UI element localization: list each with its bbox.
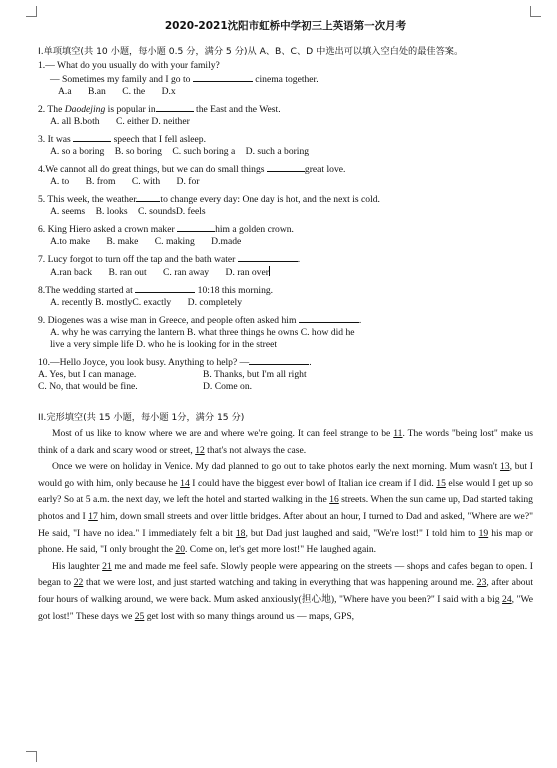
option[interactable]: A. so a boring <box>50 146 105 157</box>
cloze-paragraph-3 <box>38 559 533 625</box>
corner-mark <box>26 6 37 17</box>
option[interactable]: D. completely <box>187 297 242 308</box>
question-stem: 9. Diogenes was a wise man in Greece, and people often asked him . <box>38 315 362 326</box>
cloze-text: streets. When the sun came up, Dad started taking photos and I <box>38 494 533 522</box>
cloze-text: His laughter <box>52 560 103 572</box>
cloze-blank[interactable]: 15 <box>436 477 446 489</box>
cloze-text: , but Dad just laughed and said, "We're lost!" I told him to <box>245 527 479 539</box>
option[interactable]: D. Come on. <box>203 381 253 392</box>
cloze-text: his map or phone. He said, "I only brought the <box>38 527 533 556</box>
question-4 <box>38 162 533 188</box>
cloze-paragraph-2 <box>38 459 533 559</box>
cloze-blank[interactable]: 16 <box>329 494 339 506</box>
option[interactable]: C. the <box>122 86 146 97</box>
option[interactable]: B.an <box>88 86 106 97</box>
cloze-text: . The words "being lost" make us think of a dark and scary wood or street, <box>38 428 534 456</box>
cloze-text: me and made me feel safe. Slowly people were appearing on the streets — shops and cafes began to open. I began to <box>38 560 533 589</box>
question-7 <box>38 252 533 279</box>
option[interactable]: B. from <box>85 176 116 187</box>
question-options <box>38 369 533 393</box>
question-stem: 4.We cannot all do great things, but we can do small things great love. <box>38 164 346 175</box>
cloze-text: , but I would go with him, only because he <box>38 461 533 489</box>
question-options <box>38 266 533 279</box>
question-3 <box>38 132 533 158</box>
option[interactable]: A. seems <box>50 206 86 217</box>
cloze-text: I could have the biggest ever bowl of Italian ice cream if I did. <box>189 477 437 489</box>
question-options <box>38 86 533 98</box>
question-stem: 2. The Daodejing is popular in the East and the West. <box>38 104 281 115</box>
option[interactable]: C. ran away <box>163 267 210 278</box>
option[interactable]: C. with <box>131 176 161 187</box>
cloze-text: that's not always the case. <box>204 444 307 456</box>
cloze-text: Once we were on holiday in Venice. My dad planned to go out to take photos early the next morning. Mum wasn't <box>52 461 501 473</box>
option[interactable]: C. such boring a <box>172 146 236 157</box>
question-options <box>38 116 533 128</box>
question-2 <box>38 102 533 128</box>
option[interactable]: D.made <box>211 236 242 247</box>
cloze-blank[interactable]: 20 <box>175 544 185 556</box>
cloze-blank[interactable]: 11 <box>393 428 403 439</box>
question-stem: 7. Lucy forgot to turn off the tap and the bath water . <box>38 254 301 265</box>
option[interactable]: B. so boring <box>114 146 162 157</box>
question-options <box>38 176 533 188</box>
option[interactable]: D.x <box>161 86 176 97</box>
cloze-text: Most of us like to know where we are and where we're going. It can feel strange to be <box>52 428 394 439</box>
cloze-text: that we were lost, and just started watching and taking in everything that was happening around me. <box>83 577 477 589</box>
cloze-blank[interactable]: 18 <box>235 527 246 539</box>
option[interactable]: B. Thanks, but I'm all right <box>203 369 307 380</box>
cloze-text: . Come on, let's get more lost!" He laughed again. <box>185 544 377 556</box>
text-cursor <box>269 266 270 276</box>
option[interactable]: A. to <box>50 176 70 187</box>
cloze-blank[interactable]: 25 <box>134 610 145 622</box>
question-options <box>38 297 533 309</box>
option[interactable]: C. No, that would be fine. <box>38 381 138 392</box>
question-options <box>38 146 533 158</box>
option[interactable]: A. Yes, but I can manage. <box>38 369 137 380</box>
question-1 <box>38 60 533 98</box>
option[interactable]: A.ran back <box>50 267 93 278</box>
question-6 <box>38 222 533 248</box>
cloze-blank[interactable]: 14 <box>180 477 190 489</box>
cloze-blank[interactable]: 19 <box>478 527 489 539</box>
cloze-blank[interactable]: 21 <box>102 560 112 572</box>
cloze-text: else would I get up so early? So at 5 a.m. the next day, we left the hotel and started walking in the <box>38 477 533 506</box>
question-stem: 1.— What do you usually do with your family? <box>38 60 220 71</box>
cloze-text: , "We got lost!" These days we <box>38 593 533 622</box>
corner-mark <box>26 751 37 762</box>
option[interactable]: D. for <box>176 176 200 187</box>
cloze-text: get lost with so many things around us — maps, GPS, <box>144 610 355 622</box>
cloze-paragraph-1 <box>38 426 533 459</box>
option[interactable]: A.a <box>58 86 72 97</box>
question-stem: 10.—Hello Joyce, you look busy. Anything to help? — . <box>38 357 312 368</box>
question-8 <box>38 283 533 309</box>
question-stem: 3. It was speech that I fell asleep. <box>38 134 206 145</box>
section2-heading: II.完形填空(共 15 小题，每小题 1分，满分 15 分) <box>38 412 245 423</box>
cloze-blank[interactable]: 24 <box>502 593 512 605</box>
option[interactable]: C. making <box>154 236 195 247</box>
question-stem: 5. This week, the weather to change every day: One day is hot, and the next is cold. <box>38 194 380 205</box>
option[interactable]: B. ran out <box>108 267 147 278</box>
question-options[interactable]: live a very simple life D. who he is looking for in the street <box>50 339 277 350</box>
option[interactable]: D. ran over <box>225 267 269 278</box>
option[interactable]: B. make <box>106 236 139 247</box>
question-options <box>38 236 533 248</box>
cloze-blank[interactable]: 17 <box>88 510 98 522</box>
cloze-text: , after about four hours of walking around, we were back. Mum asked anxiously(担心地), "Where have you been?" I said with a big <box>38 577 533 605</box>
question-stem: 8.The wedding started at 10:18 this morning. <box>38 285 274 296</box>
cloze-blank[interactable]: 23 <box>476 577 487 589</box>
option[interactable]: A.to make <box>50 236 90 247</box>
page-title: 2020-2021沈阳市虹桥中学初三上英语第一次月考 <box>164 20 407 32</box>
cloze-blank[interactable]: 13 <box>500 461 510 473</box>
option[interactable]: B. looks <box>95 206 128 217</box>
option[interactable]: C. either D. neither <box>115 116 190 127</box>
option[interactable]: A. recently B. mostlyC. exactly <box>50 297 172 308</box>
question-9 <box>38 313 533 351</box>
corner-mark <box>530 6 541 17</box>
cloze-text: him, down small streets and over little bridges. After about an hour, I turned to Dad and asked, "Where are we?" He said, "I have no idea." I immediately felt a bit <box>38 510 533 539</box>
option[interactable]: A. all B.both <box>50 116 100 127</box>
cloze-blank[interactable]: 22 <box>73 577 84 589</box>
option[interactable]: D. such a boring <box>245 146 310 157</box>
question-options[interactable]: A. why he was carrying the lantern B. what three things he owns C. how did he <box>50 327 355 338</box>
question-stem: 6. King Hiero asked a crown maker him a golden crown. <box>38 224 294 235</box>
question-stem: — Sometimes my family and I go to cinema together. <box>50 74 319 85</box>
question-options <box>38 206 533 218</box>
cloze-blank[interactable]: 12 <box>195 444 205 456</box>
section1-heading: I.单项填空(共 10 小题，每小题 0.5 分，满分 5 分)从 A、B、C、D 中选出可以填入空白处的最佳答案。 <box>38 46 464 57</box>
question-5 <box>38 192 533 218</box>
question-10 <box>38 355 533 393</box>
option[interactable]: C. soundsD. feels <box>137 206 206 217</box>
